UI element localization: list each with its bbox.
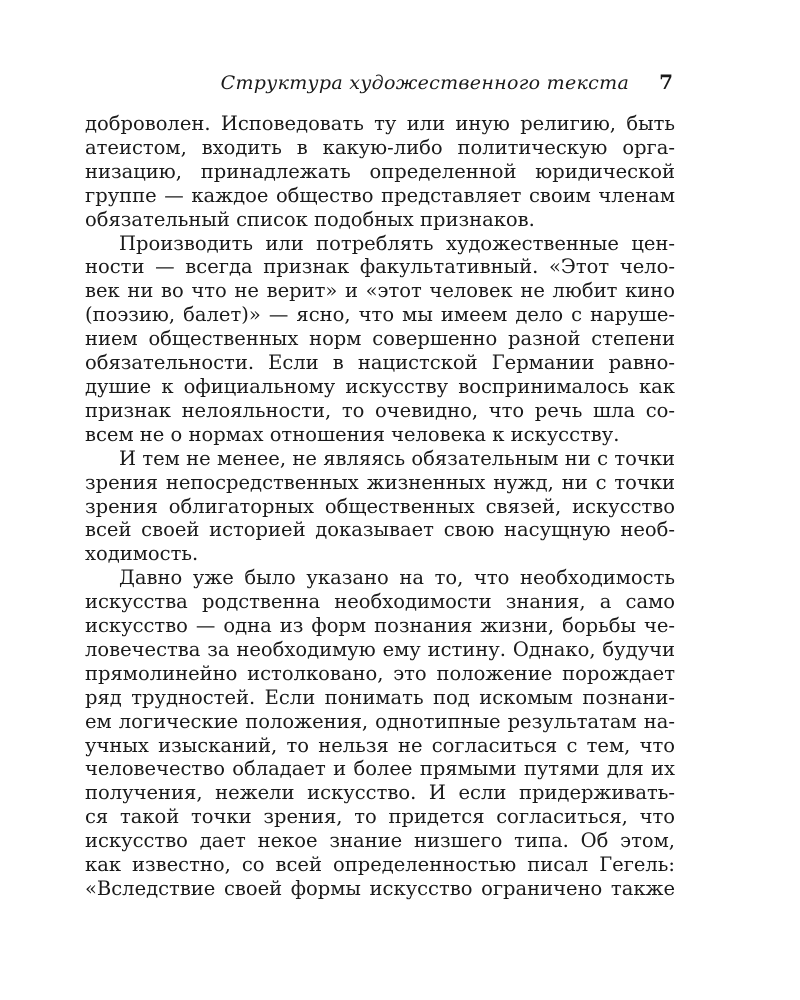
text-line: искусства родственна необходимости знания, а само — [85, 590, 675, 614]
text-line: искусство дает некое знание низшего типа. Об этом, — [85, 829, 675, 853]
text-line: искусство — одна из форм познания жизни, борьбы че- — [85, 614, 675, 638]
running-header — [85, 70, 675, 102]
book-page — [85, 70, 675, 901]
text-line: низацию, принадлежать определенной юридической — [85, 159, 675, 183]
text-line: нием общественных норм совершенно разной степени — [85, 327, 675, 351]
text-line: доброволен. Исповедовать ту или иную религию, быть — [85, 112, 675, 135]
text-line: ряд трудностей. Если понимать под искомым познани- — [85, 685, 675, 709]
text-line: обязательности. Если в нацистской Германии равно- — [85, 351, 675, 375]
text-line: ловечества за необходимую ему истину. Однако, будучи — [85, 637, 675, 661]
body-text — [85, 112, 675, 901]
text-line: прямолинейно истолковано, это положение порождает — [85, 661, 675, 685]
text-line: «Вследствие своей формы искусство ограничено также — [85, 877, 675, 900]
text-line: Производить или потреблять художественные цен- — [119, 231, 675, 255]
text-line: обязательный список подобных признаков. — [85, 207, 535, 231]
text-line: получения, нежели искусство. И если придерживать- — [85, 781, 675, 805]
text-line: век ни во что не верит» и «этот человек не любит кино — [85, 279, 675, 303]
text-line: душие к официальному искусству воспринималось как — [85, 374, 675, 398]
text-line: ходимость. — [85, 542, 199, 566]
text-line: признак нелояльности, то очевидно, что речь шла со- — [85, 398, 675, 422]
page-number: 7 — [659, 70, 673, 94]
text-line: (поэзию, балет)» — ясно, что мы имеем дело с наруше- — [85, 303, 675, 327]
text-line: человечество обладает и более прямыми путями для их — [85, 757, 675, 781]
running-title: Структура художественного текста — [220, 72, 630, 94]
text-line: Давно уже было указано на то, что необходимость — [119, 566, 675, 590]
text-line: И тем не менее, не являясь обязательным ни с точки — [119, 446, 675, 470]
text-line: группе — каждое общество представляет своим членам — [85, 183, 675, 207]
text-line: всем не о нормах отношения человека к искусству. — [85, 422, 620, 446]
text-line: атеистом, входить в какую-либо политическую орга- — [85, 135, 675, 159]
text-line: как известно, со всей определенностью писал Гегель: — [85, 853, 675, 877]
text-line: зрения облигаторных общественных связей, искусство — [85, 494, 675, 518]
text-line: ности — всегда признак факультативный. «Этот чело- — [85, 255, 675, 279]
text-line: учных изысканий, то нельзя не согласиться с тем, что — [85, 733, 675, 757]
text-line: ся такой точки зрения, то придется согласиться, что — [85, 805, 675, 829]
text-line: всей своей историей доказывает свою насущную необ- — [85, 518, 675, 542]
text-line: ем логические положения, однотипные результатам на- — [85, 709, 675, 733]
text-line: зрения непосредственных жизненных нужд, ни с точки — [85, 470, 675, 494]
